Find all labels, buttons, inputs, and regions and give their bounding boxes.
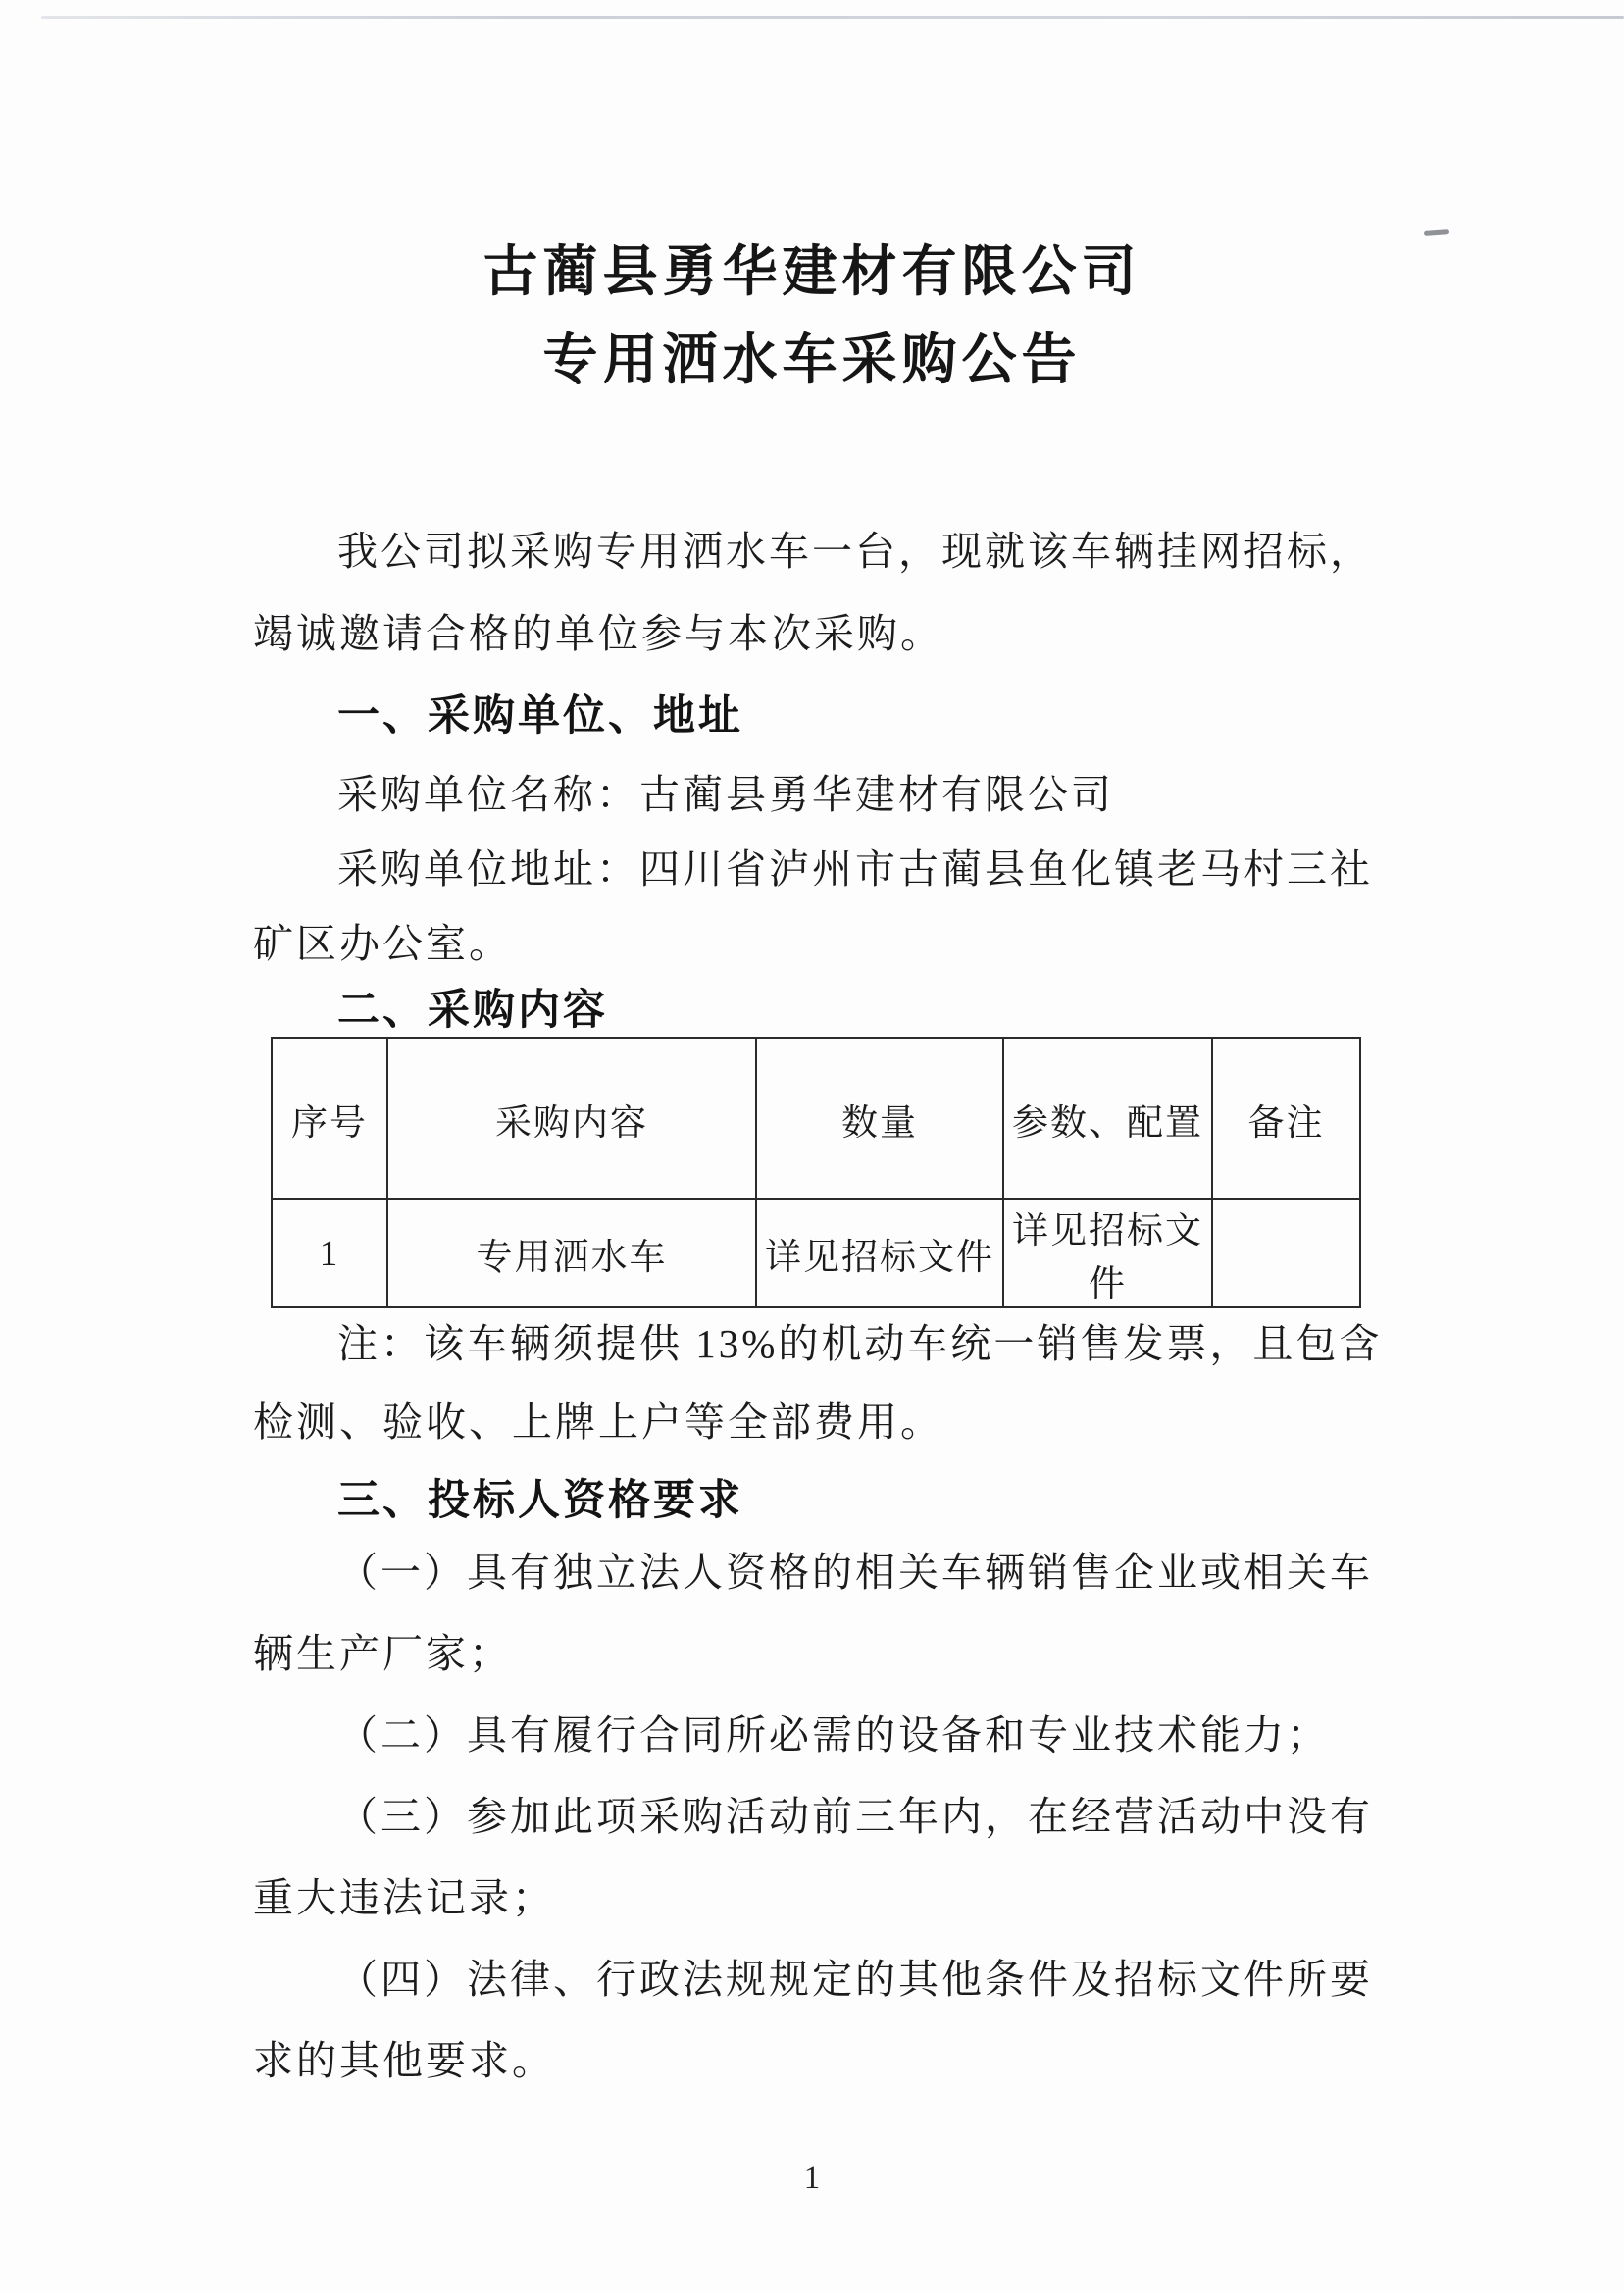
intro-paragraph — [253, 510, 1406, 675]
qualification-item1-line1: （一）具有独立法人资格的相关车辆销售企业或相关车 — [337, 1550, 1373, 1595]
qualification-item3-line2: 重大违法记录； — [253, 1875, 555, 1920]
section1-body — [253, 757, 1406, 981]
intro-line-2: 竭诚邀请合格的单位参与本次采购。 — [253, 611, 943, 656]
section3-body — [253, 1532, 1406, 2102]
purchaser-address-line: 采购单位地址：四川省泸州市古蔺县鱼化镇老马村三社 — [337, 846, 1373, 892]
scan-edge-artifact — [41, 16, 1624, 19]
table-header-content: 采购内容 — [387, 1038, 756, 1199]
document-title-line1: 古蔺县勇华建材有限公司 — [482, 240, 1142, 302]
qualification-item4-line2: 求的其他要求。 — [253, 2038, 555, 2083]
procurement-table — [271, 1037, 1361, 1308]
note-line-2: 检测、验收、上牌上户等全部费用。 — [253, 1400, 943, 1445]
table-cell-seq: 1 — [272, 1199, 387, 1307]
section3-heading: 三、投标人资格要求 — [337, 1477, 743, 1524]
qualification-item1-line2: 辆生产厂家； — [253, 1631, 512, 1676]
purchaser-address-line-2: 矿区办公室。 — [253, 921, 512, 966]
purchaser-name-line: 采购单位名称：古蔺县勇华建材有限公司 — [337, 772, 1114, 817]
table-cell-content: 专用洒水车 — [387, 1199, 756, 1307]
section2-heading: 二、采购内容 — [337, 987, 608, 1034]
page-number: 1 — [803, 2161, 821, 2196]
qualification-item3-line1: （三）参加此项采购活动前三年内，在经营活动中没有 — [337, 1794, 1373, 1839]
table-header-quantity: 数量 — [756, 1038, 1003, 1199]
table-header-seq: 序号 — [272, 1038, 387, 1199]
table-header-row — [272, 1038, 1360, 1199]
table-row — [272, 1199, 1360, 1307]
section1-heading-block — [253, 675, 1406, 757]
table-cell-spec: 详见招标文件 — [1003, 1199, 1212, 1307]
table-header-remark: 备注 — [1212, 1038, 1360, 1199]
intro-line-1: 我公司拟采购专用洒水车一台，现就该车辆挂网招标， — [337, 529, 1373, 574]
table-cell-quantity: 详见招标文件 — [756, 1199, 1003, 1307]
section3-heading-block — [253, 1461, 1406, 1540]
section1-heading: 一、采购单位、地址 — [337, 692, 743, 739]
note-line-1: 注：该车辆须提供 13%的机动车统一销售发票，且包含 — [337, 1321, 1383, 1366]
table-header-spec: 参数、配置 — [1003, 1038, 1212, 1199]
section2-heading-block — [253, 976, 1406, 1045]
table-cell-remark — [1212, 1199, 1360, 1307]
document-title-line2: 专用洒水车采购公告 — [542, 329, 1082, 390]
qualification-item4-line1: （四）法律、行政法规规定的其他条件及招标文件所要 — [337, 1957, 1373, 2002]
table-note-paragraph — [253, 1304, 1406, 1461]
qualification-item2: （二）具有履行合同所必需的设备和专业技术能力； — [337, 1712, 1330, 1758]
